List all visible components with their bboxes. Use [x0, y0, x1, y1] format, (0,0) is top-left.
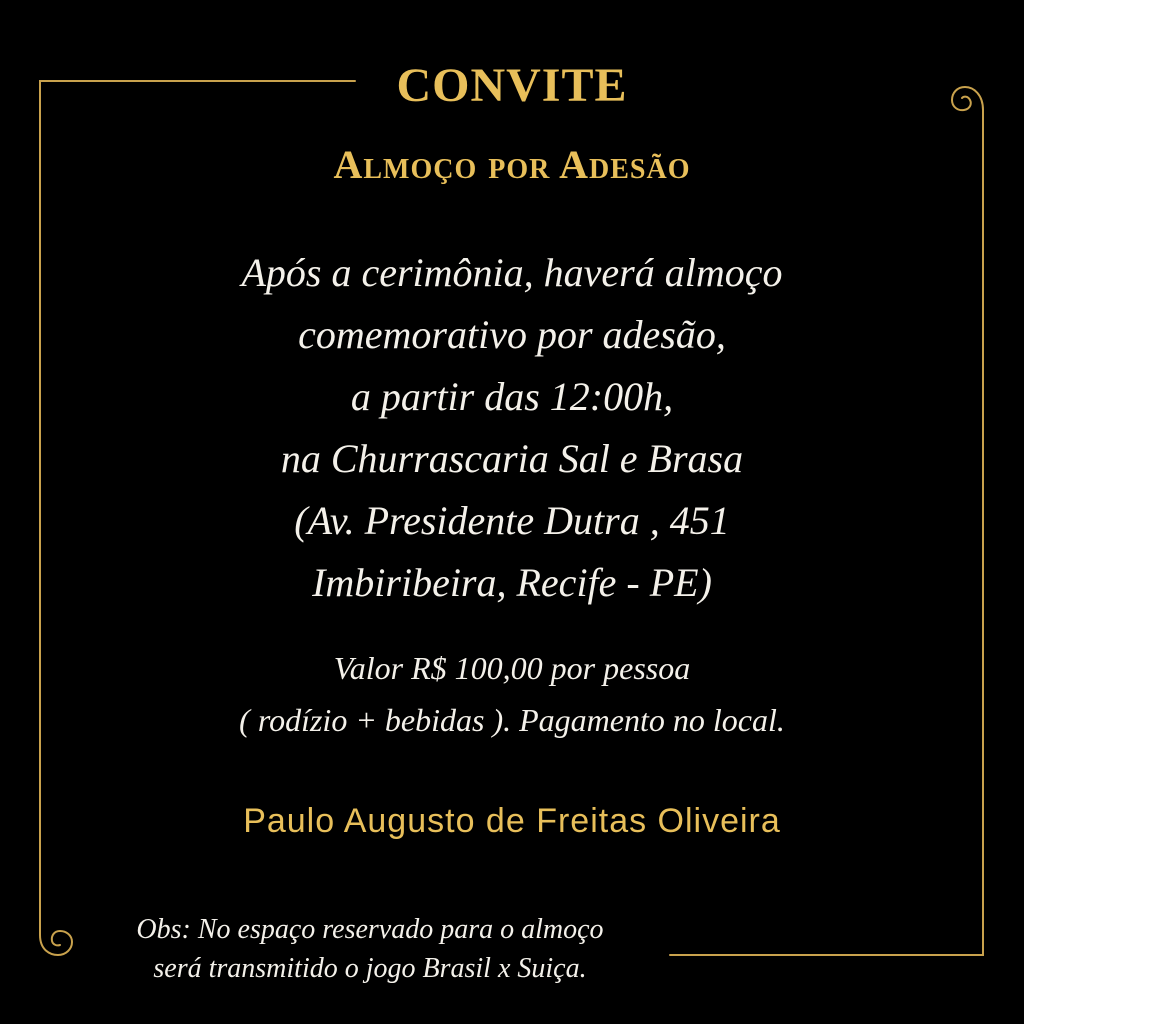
obs-line: será transmitido o jogo Brasil x Suiça.	[153, 953, 587, 984]
body-line: a partir das 12:00h,	[350, 374, 674, 419]
swirl-bottom-left-icon	[40, 931, 72, 955]
body-line: na Churrascaria Sal e Brasa	[280, 436, 744, 481]
host-name: Paulo Augusto de Freitas Oliveira	[243, 802, 781, 840]
body-line: comemorativo por adesão,	[298, 312, 726, 357]
price-line: ( rodízio + bebidas ). Pagamento no local.	[239, 702, 785, 738]
body-line: Após a cerimônia, haverá almoço	[241, 250, 783, 295]
observation-note	[110, 910, 630, 988]
obs-line: Obs: No espaço reservado para o almoço	[136, 914, 604, 945]
invite-title: CONVITE	[396, 59, 628, 112]
price-info	[0, 642, 1024, 746]
body-line: (Av. Presidente Dutra , 451	[294, 498, 730, 543]
price-line: Valor R$ 100,00 por pessoa	[333, 650, 691, 686]
invite-subtitle: Almoço por Adesão	[333, 142, 691, 187]
body-line: Imbiribeira, Recife - PE)	[312, 560, 712, 605]
invite-body	[0, 242, 1024, 614]
